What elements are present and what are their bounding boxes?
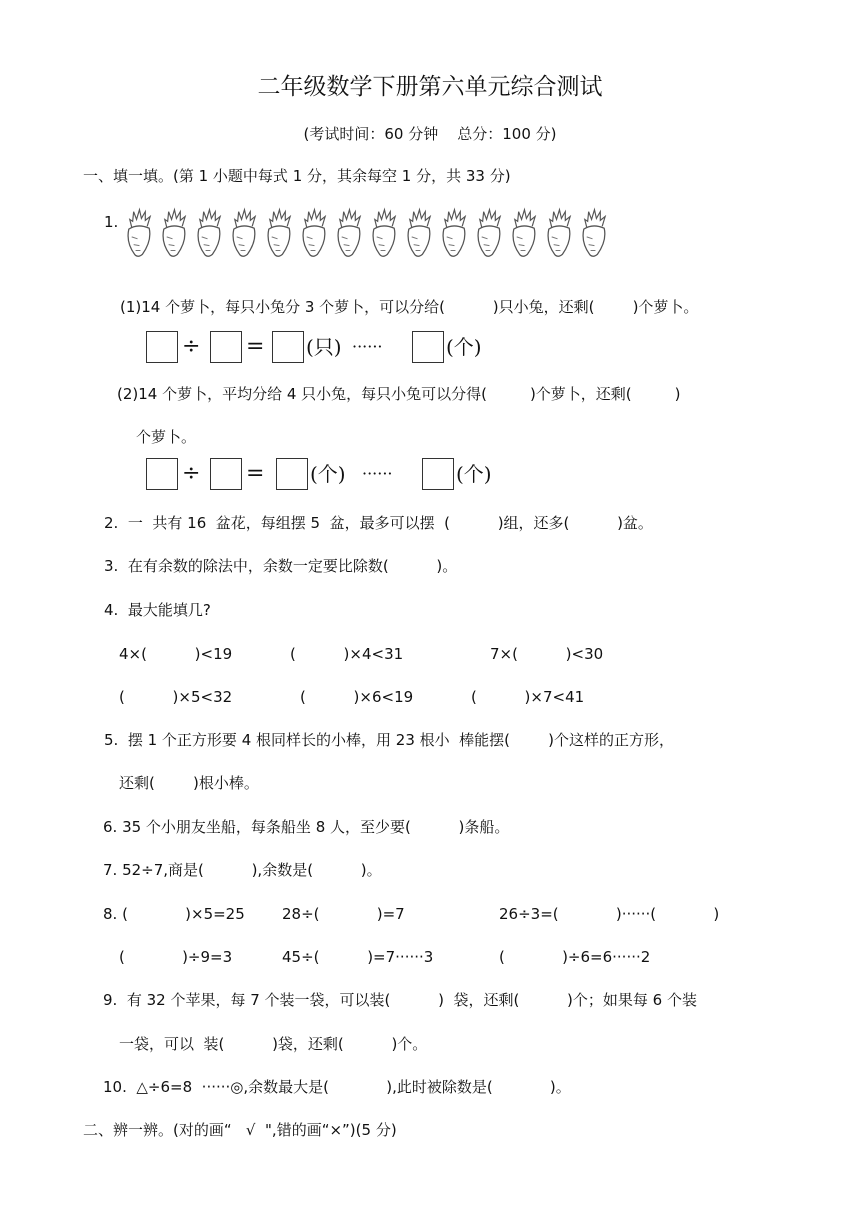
- unit-label: (只): [306, 335, 342, 359]
- radish-row: [122, 205, 622, 265]
- q5: 5. 摆 1 个正方形要 4 根同样长的小棒，用 23 根小 棒能摆( )个这样的正方形，: [104, 731, 675, 749]
- q4-item: ( )×5<32: [119, 688, 233, 706]
- q7: 7. 52÷7,商是( ),余数是( )。: [103, 861, 382, 879]
- q1-equation-1: [146, 331, 516, 365]
- divide-sign: ÷: [182, 334, 201, 359]
- q9-cont: 一袋，可以 装( )袋，还剩( )个。: [119, 1035, 428, 1053]
- q5-cont: 还剩( )根小棒。: [119, 774, 259, 792]
- page-title: 二年级数学下册第六单元综合测试: [257, 74, 603, 100]
- q4: 4. 最大能填几?: [104, 601, 211, 619]
- q1-part1: (1)14 个萝卜，每只小兔分 3 个萝卜，可以分给( )只小兔，还剩( )个萝卜。: [120, 298, 699, 316]
- radish-icon: [192, 207, 225, 259]
- radish-icon: [472, 207, 505, 259]
- radish-icon: [297, 207, 330, 259]
- q8-item: 45÷( )=7······3: [282, 948, 434, 966]
- answer-box[interactable]: [146, 458, 178, 490]
- equals-sign: =: [246, 461, 265, 486]
- q8-item: 26÷3=( )······( ): [499, 905, 720, 923]
- divide-sign: ÷: [182, 461, 201, 486]
- radish-icon: [157, 207, 190, 259]
- radish-icon: [507, 207, 540, 259]
- q8-item: 8. ( )×5=25: [103, 905, 245, 923]
- q4-item: ( )×4<31: [290, 645, 404, 663]
- q4-item: 7×( )<30: [490, 645, 604, 663]
- section1-heading: 一、填一填。(第 1 小题中每式 1 分，其余每空 1 分，共 33 分): [83, 167, 511, 185]
- q2: 2. 一 共有 16 盆花，每组摆 5 盆，最多可以摆 ( )组，还多( )盆。: [104, 514, 653, 532]
- answer-box[interactable]: [272, 331, 304, 363]
- q8-item: ( )÷6=6······2: [499, 948, 651, 966]
- radish-icon: [262, 207, 295, 259]
- q10: 10. △÷6=8 ······◎,余数最大是( ),此时被除数是( )。: [103, 1078, 571, 1096]
- unit-label: (个): [446, 335, 482, 359]
- answer-box[interactable]: [210, 458, 242, 490]
- radish-icon: [367, 207, 400, 259]
- radish-icon: [542, 207, 575, 259]
- remainder-dots: ······: [362, 464, 393, 483]
- radish-icon: [122, 207, 155, 259]
- q3: 3. 在有余数的除法中，余数一定要比除数( )。: [104, 557, 458, 575]
- section2-heading: 二、辨一辨。(对的画“ √ ",错的画“×”)(5 分): [83, 1121, 397, 1139]
- q8-item: 28÷( )=7: [282, 905, 405, 923]
- remainder-dots: ······: [352, 337, 383, 356]
- q1-equation-2: [146, 458, 516, 492]
- q4-item: ( )×7<41: [471, 688, 585, 706]
- q8-item: ( )÷9=3: [119, 948, 233, 966]
- radish-icon: [402, 207, 435, 259]
- q4-item: 4×( )<19: [119, 645, 233, 663]
- radish-icon: [227, 207, 260, 259]
- q6: 6. 35 个小朋友坐船，每条船坐 8 人，至少要( )条船。: [103, 818, 510, 836]
- unit-label: (个): [456, 462, 492, 486]
- unit-label: (个): [310, 462, 346, 486]
- q4-item: ( )×6<19: [300, 688, 414, 706]
- radish-icon: [437, 207, 470, 259]
- answer-box[interactable]: [210, 331, 242, 363]
- radish-icon: [577, 207, 610, 259]
- q9: 9. 有 32 个苹果，每 7 个装一袋，可以装( ) 袋，还剩( )个；如果每 6 个装: [103, 991, 697, 1009]
- answer-box[interactable]: [422, 458, 454, 490]
- equals-sign: =: [246, 334, 265, 359]
- q1-part2: (2)14 个萝卜，平均分给 4 只小兔，每只小兔可以分得( )个萝卜，还剩( ): [117, 385, 681, 403]
- radish-icon: [332, 207, 365, 259]
- page-subtitle: (考试时间：60 分钟 总分：100 分): [303, 125, 557, 143]
- q1-number: 1.: [104, 213, 119, 231]
- answer-box[interactable]: [276, 458, 308, 490]
- answer-box[interactable]: [412, 331, 444, 363]
- q1-part2-cont: 个萝卜。: [136, 428, 197, 446]
- answer-box[interactable]: [146, 331, 178, 363]
